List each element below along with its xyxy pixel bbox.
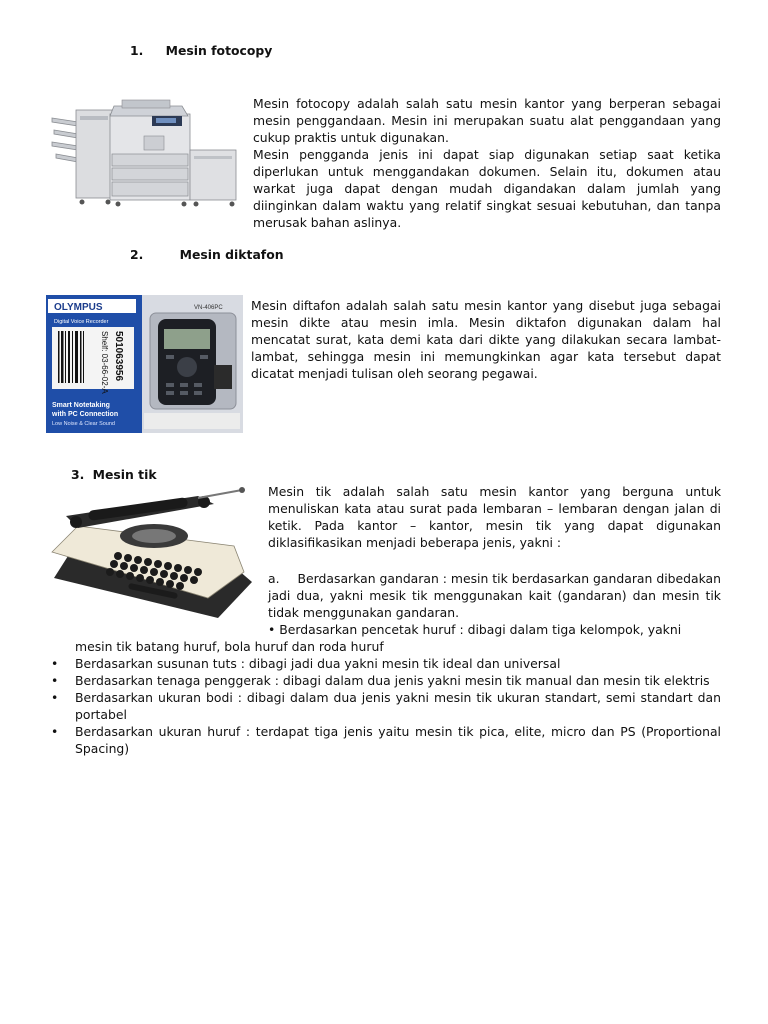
section-2-number: 2. xyxy=(130,247,144,262)
section-2-title: Mesin diktafon xyxy=(179,247,284,262)
section-1-number: 1. xyxy=(130,43,144,58)
barcode-number-text: 501063956 xyxy=(113,331,124,382)
tagline-text-1: Smart Notetaking xyxy=(52,402,110,409)
list-item-text: Berdasarkan ukuran huruf : terdapat tiga jenis yaitu mesin tik pica, elite, micro dan PS (Proportional Spacing) xyxy=(75,724,721,756)
list-item xyxy=(51,672,721,689)
tagline-text-2: with PC Connection xyxy=(52,411,119,418)
section-2-body xyxy=(251,297,721,382)
section-3-item-a xyxy=(268,570,721,621)
section-3-intro-text: Mesin tik adalah salah satu mesin kantor yang berguna untuk menuliskan kata atau surat pada lembaran – lembaran dengan jalan di ketik. Pada kantor – kantor, mesin tik yang dapat digunakan diklasifikasikan menjadi beberapa jenis, yakni : xyxy=(268,484,721,550)
section-2-paragraph: Mesin diftafon adalah salah satu mesin kantor yang disebut juga sebagai mesin dikte atau mesin imla. Mesin diktafon digunakan dalam hal mencatat surat, kata demi kata dari dikte yang dilakukan secara lambat-lambat, sehingga mesin ini memungkinkan agar kata tersebut dapat dicatat menjadi tulisan oleh seorang pegawai. xyxy=(251,298,721,381)
item-b-rest-line: mesin tik batang huruf, bola huruf dan roda huruf xyxy=(75,639,384,654)
list-item xyxy=(51,689,721,723)
section-2-heading xyxy=(130,247,284,262)
section-1-paragraph: Mesin fotocopy adalah salah satu mesin kantor yang berperan sebagai mesin penggandaan. Mesin ini merupakan suatu alat penggandaan yang cukup praktis untuk digunakan. xyxy=(253,96,721,145)
photocopier-image xyxy=(48,96,244,214)
product-type-text: Digital Voice Recorder xyxy=(54,319,109,325)
model-text: VN-406PC xyxy=(194,305,223,311)
section-1-title: Mesin fotocopy xyxy=(165,43,273,58)
section-3-intro xyxy=(268,483,721,551)
bullet-glyph: • xyxy=(51,724,59,739)
dictaphone-image xyxy=(46,295,243,433)
list-item-text: Berdasarkan ukuran bodi : dibagi dalam dua jenis yakni mesin tik ukuran standart, semi standart dan portabel xyxy=(75,690,721,722)
section-3-title: Mesin tik xyxy=(92,467,157,482)
section-1-body xyxy=(253,95,721,231)
section-3-number: 3. xyxy=(71,467,85,482)
list-item-text: Berdasarkan tenaga penggerak : dibagi dalam dua jenis yakni mesin tik manual dan mesin tik elektris xyxy=(75,673,710,688)
item-a-text: Berdasarkan gandaran : mesin tik berdasarkan gandaran dibedakan jadi dua, yakni mesik tik menggunakan kait (gandaran) dan mesin tik tidak menggunakan gandaran. xyxy=(268,571,721,620)
list-item xyxy=(51,723,721,757)
section-1-heading xyxy=(130,43,272,58)
list-item-text: Berdasarkan susunan tuts : dibagi jadi dua yakni mesin tik ideal dan universal xyxy=(75,656,561,671)
olympus-brand-text: OLYMPUS xyxy=(54,302,103,313)
shelf-text: Shelf: 03-66-02-A xyxy=(100,331,109,394)
tagline-text-3: Low Noise & Clear Sound xyxy=(52,421,115,427)
section-3-item-b-first xyxy=(268,621,721,638)
item-b-first-line: • Berdasarkan pencetak huruf : dibagi dalam tiga kelompok, yakni xyxy=(268,622,682,637)
section-1-paragraph: Mesin pengganda jenis ini dapat siap digunakan setiap saat ketika diperlukan untuk menggandakan dokumen. Selain itu, dokumen atau warkat juga dapat dengan mudah digandakan dalam jumlah yang diinginkan dalam waktu yang relatif singkat sesuai kebutuhan, dan tanpa merusak bahan aslinya. xyxy=(253,147,721,230)
section-3-heading xyxy=(71,467,157,482)
item-a-paragraph xyxy=(268,570,721,621)
bullet-glyph: • xyxy=(51,690,59,705)
typewriter-image xyxy=(48,486,254,624)
bullet-glyph: • xyxy=(51,673,59,688)
list-item xyxy=(51,655,721,672)
bullet-glyph: • xyxy=(51,656,59,671)
item-a-marker: a. xyxy=(268,571,280,586)
section-3-item-b-rest xyxy=(75,638,721,655)
section-3-bullet-list xyxy=(51,655,721,757)
